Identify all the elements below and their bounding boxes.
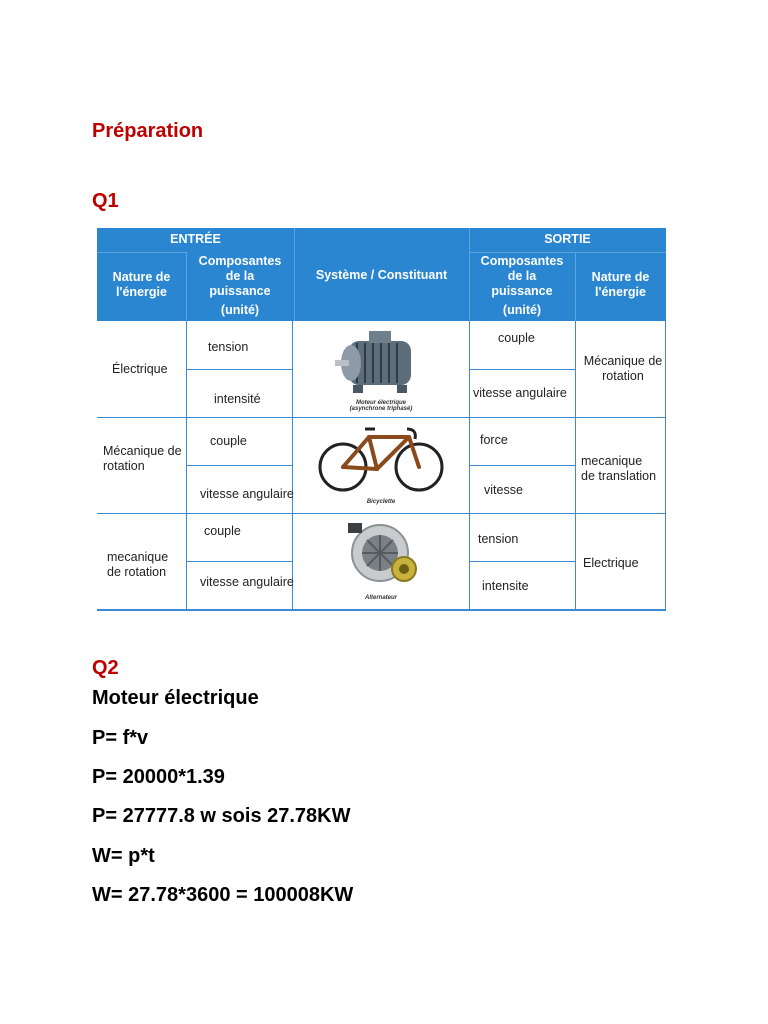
electric-motor-image [333, 325, 429, 413]
motor-caption: Moteur électrique (asynchrone triphasé) [349, 400, 413, 412]
row3-comp-in-1: couple [204, 524, 241, 538]
question-label-q1: Q1 [92, 190, 119, 212]
header-systeme: Système / Constituant [315, 268, 448, 282]
question-label-q2: Q2 [92, 657, 119, 679]
row1-nature-out: Mécanique de rotation [583, 354, 663, 383]
header-composantes-sortie: Composantes de la puissance [480, 254, 564, 298]
electric-motor-icon [333, 325, 429, 399]
q2-line-power-substitution: P= 20000*1.39 [92, 766, 225, 788]
row3-nature-in: mecanique de rotation [107, 550, 169, 579]
header-nature-entree: Nature de l'énergie [112, 270, 171, 299]
row1-comp-in-1: tension [208, 340, 249, 354]
alternator-icon [340, 517, 422, 593]
row1-comp-in-2: intensité [214, 392, 261, 406]
header-sortie: SORTIE [544, 232, 591, 246]
q2-line-formula-energy: W= p*t [92, 845, 155, 867]
q2-line-energy-result: W= 27.78*3600 = 100008KW [92, 884, 354, 906]
alternator-image [340, 517, 422, 605]
q2-line-power-result: P= 27777.8 w sois 27.78KW [92, 805, 351, 827]
row2-nature-in: Mécanique de rotation [103, 444, 182, 473]
row3-comp-out-1: tension [478, 532, 519, 546]
row2-comp-in-2: vitesse angulaire [200, 487, 294, 501]
row2-nature-out: mecanique de translation [581, 454, 657, 483]
energy-table [97, 228, 666, 611]
row1-comp-out-2: vitesse angulaire [473, 386, 567, 400]
row3-comp-in-2: vitesse angulaire [200, 575, 294, 589]
bicycle-caption: Bicyclette [366, 499, 396, 505]
q2-line-formula-power: P= f*v [92, 727, 149, 749]
header-unite-entree: (unité) [220, 303, 260, 317]
row3-comp-out-2: intensite [482, 579, 529, 593]
table-header [97, 228, 666, 321]
row2-comp-in-1: couple [210, 434, 247, 448]
header-entree: ENTRÉE [170, 232, 221, 246]
row3-nature-out: Electrique [583, 556, 639, 570]
alternator-caption: Alternateur [364, 595, 397, 601]
row2-comp-out-1: force [480, 433, 508, 447]
header-composantes-entree: Composantes de la puissance [198, 254, 282, 298]
row1-nature-in: Électrique [112, 362, 168, 376]
section-title-preparation: Préparation [92, 120, 204, 142]
header-nature-sortie: Nature de l'énergie [591, 270, 650, 299]
header-unite-sortie: (unité) [502, 303, 542, 317]
bicycle-image [317, 421, 445, 509]
row1-comp-out-1: couple [498, 331, 535, 345]
q2-line-title: Moteur électrique [92, 687, 259, 709]
bicycle-icon [317, 421, 445, 497]
row2-comp-out-2: vitesse [484, 483, 523, 497]
